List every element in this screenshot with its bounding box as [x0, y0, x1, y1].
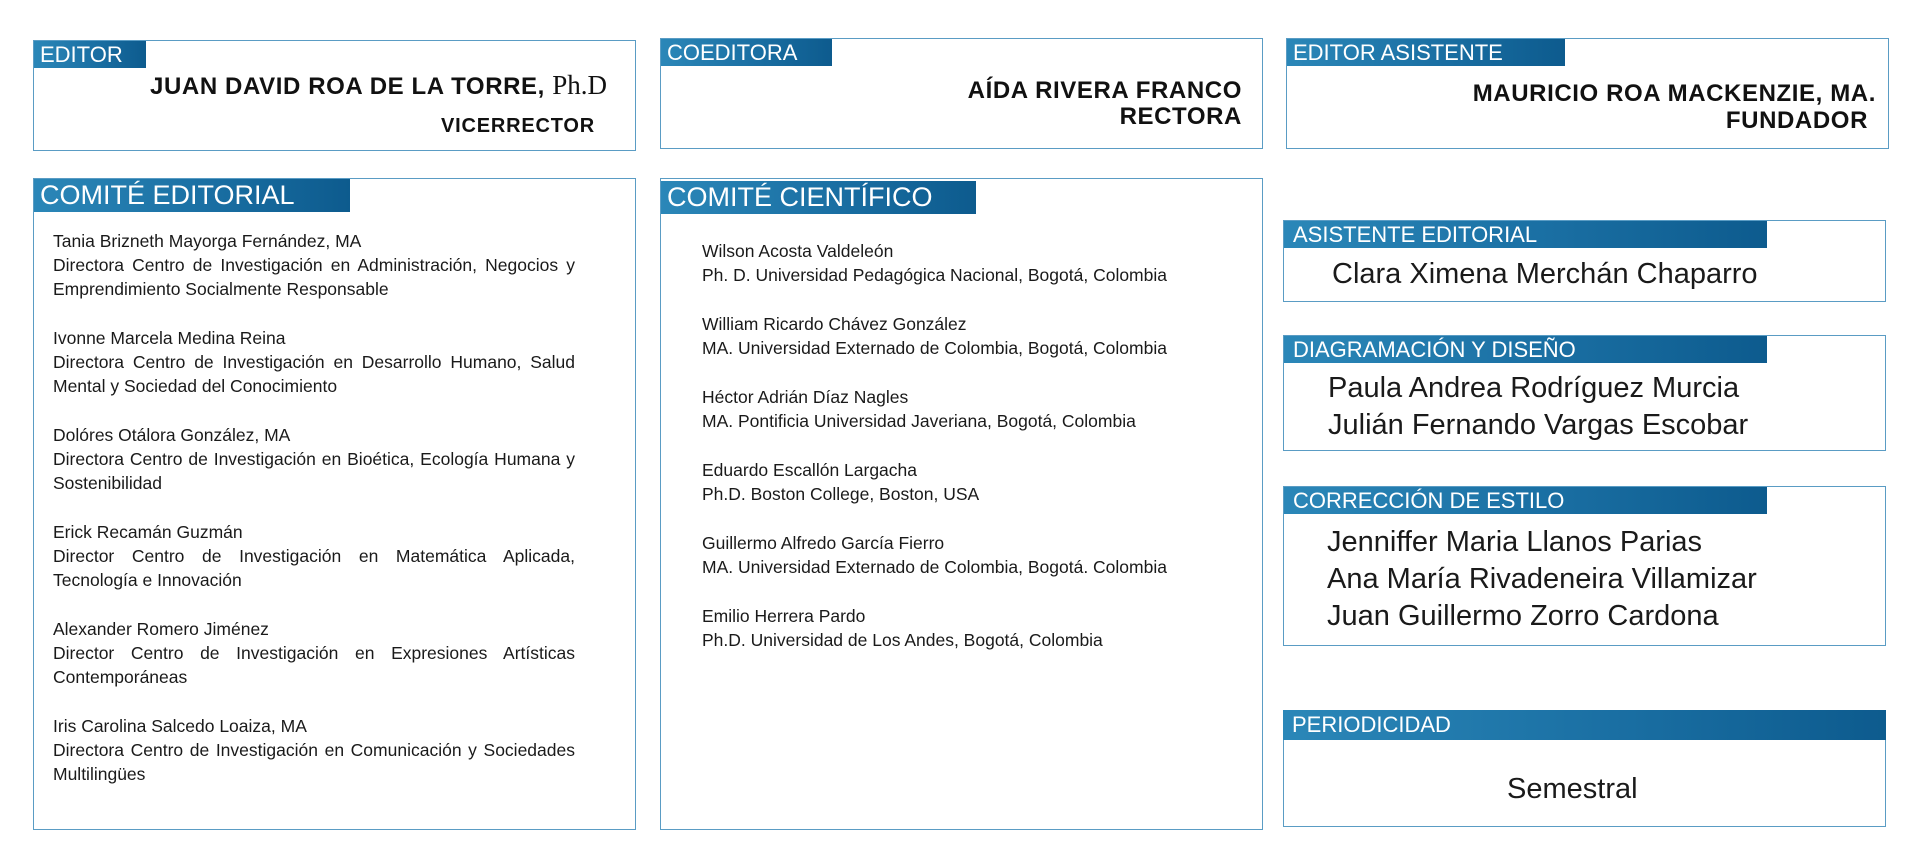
list-item — [702, 604, 1242, 652]
diagramacion-name-2: Julián Fernando Vargas Escobar — [1328, 409, 1749, 441]
editor-asistente-role: FUNDADOR — [1725, 107, 1868, 134]
member-description: Directora Centro de Investigación en Desarrollo Humano, Salud Mental y Sociedad del Conocimiento — [53, 352, 575, 396]
member-name: Ivonne Marcela Medina Reina — [53, 328, 286, 348]
comite-cientifico-box — [660, 178, 1263, 830]
periodicidad-box — [1283, 710, 1886, 827]
list-item — [53, 714, 575, 786]
member-name: Guillermo Alfredo García Fierro — [702, 533, 945, 553]
list-item — [702, 531, 1242, 579]
member-description: MA. Pontificia Universidad Javeriana, Bogotá, Colombia — [702, 411, 1136, 431]
correccion-box — [1283, 486, 1886, 646]
list-item — [702, 458, 1242, 506]
asistente-editorial-box — [1283, 220, 1886, 302]
member-name: Wilson Acosta Valdeleón — [702, 241, 894, 261]
editor-role: VICERRECTOR — [440, 115, 595, 137]
asistente-editorial-tab: ASISTENTE EDITORIAL — [1284, 221, 1767, 248]
comite-cientifico-list — [702, 239, 1242, 677]
editor-name-text: JUAN DAVID ROA DE LA TORRE, — [150, 73, 545, 100]
periodicidad-tab: PERIODICIDAD — [1283, 710, 1886, 740]
list-item — [53, 229, 575, 301]
editor-suffix: Ph.D — [552, 70, 607, 100]
list-item — [53, 617, 575, 689]
correccion-name-1: Jenniffer Maria Llanos Parias — [1327, 526, 1703, 558]
member-description: Directora Centro de Investigación en Administración, Negocios y Emprendimiento Socialmente Responsable — [53, 255, 575, 299]
periodicidad-value: Semestral — [1507, 773, 1638, 805]
diagramacion-tab: DIAGRAMACIÓN Y DISEÑO — [1284, 336, 1767, 363]
comite-editorial-box — [33, 178, 636, 830]
comite-editorial-tab: COMITÉ EDITORIAL — [34, 179, 350, 212]
coeditora-name: AÍDA RIVERA FRANCO — [967, 77, 1242, 104]
member-description: Directora Centro de Investigación en Comunicación y Sociedades Multilingües — [53, 740, 575, 784]
correccion-tab: CORRECCIÓN DE ESTILO — [1284, 487, 1767, 514]
editor-name — [150, 71, 607, 101]
member-name: Héctor Adrián Díaz Nagles — [702, 387, 909, 407]
list-item — [53, 423, 575, 495]
coeditora-role: RECTORA — [1119, 103, 1242, 130]
member-description: Directora Centro de Investigación en Bioética, Ecología Humana y Sostenibilidad — [53, 449, 575, 493]
editor-box — [33, 40, 636, 151]
member-name: Iris Carolina Salcedo Loaiza, MA — [53, 716, 307, 736]
correccion-name-2: Ana María Rivadeneira Villamizar — [1327, 563, 1757, 595]
member-description: Ph. D. Universidad Pedagógica Nacional, Bogotá, Colombia — [702, 265, 1167, 285]
list-item — [702, 385, 1242, 433]
editor-tab: EDITOR — [34, 41, 146, 68]
member-description: Director Centro de Investigación en Matemática Aplicada, Tecnología e Innovación — [53, 546, 575, 590]
member-description: Ph.D. Boston College, Boston, USA — [702, 484, 980, 504]
editor-asistente-tab: EDITOR ASISTENTE — [1287, 39, 1565, 66]
editor-asistente-name: MAURICIO ROA MACKENZIE, MA. — [1472, 80, 1876, 107]
member-name: William Ricardo Chávez González — [702, 314, 967, 334]
list-item — [702, 239, 1242, 287]
member-name: Alexander Romero Jiménez — [53, 619, 269, 639]
comite-editorial-list — [53, 229, 575, 811]
coeditora-tab: COEDITORA — [661, 39, 832, 66]
list-item — [53, 520, 575, 592]
member-name: Emilio Herrera Pardo — [702, 606, 866, 626]
member-description: MA. Universidad Externado de Colombia, Bogotá. Colombia — [702, 557, 1167, 577]
member-name: Eduardo Escallón Largacha — [702, 460, 918, 480]
member-name: Tania Brizneth Mayorga Fernández, MA — [53, 231, 362, 251]
member-description: MA. Universidad Externado de Colombia, Bogotá, Colombia — [702, 338, 1167, 358]
editor-asistente-box — [1286, 38, 1889, 149]
member-description: Ph.D. Universidad de Los Andes, Bogotá, Colombia — [702, 630, 1103, 650]
coeditora-box — [660, 38, 1263, 149]
member-name: Dolóres Otálora González, MA — [53, 425, 291, 445]
list-item — [702, 312, 1242, 360]
member-description: Director Centro de Investigación en Expresiones Artísticas Contemporáneas — [53, 643, 575, 687]
diagramacion-box — [1283, 335, 1886, 451]
member-name: Erick Recamán Guzmán — [53, 522, 243, 542]
diagramacion-name-1: Paula Andrea Rodríguez Murcia — [1328, 372, 1740, 404]
asistente-editorial-name: Clara Ximena Merchán Chaparro — [1332, 258, 1758, 290]
comite-cientifico-tab: COMITÉ CIENTÍFICO — [661, 181, 976, 214]
correccion-name-3: Juan Guillermo Zorro Cardona — [1327, 600, 1719, 632]
list-item — [53, 326, 575, 398]
